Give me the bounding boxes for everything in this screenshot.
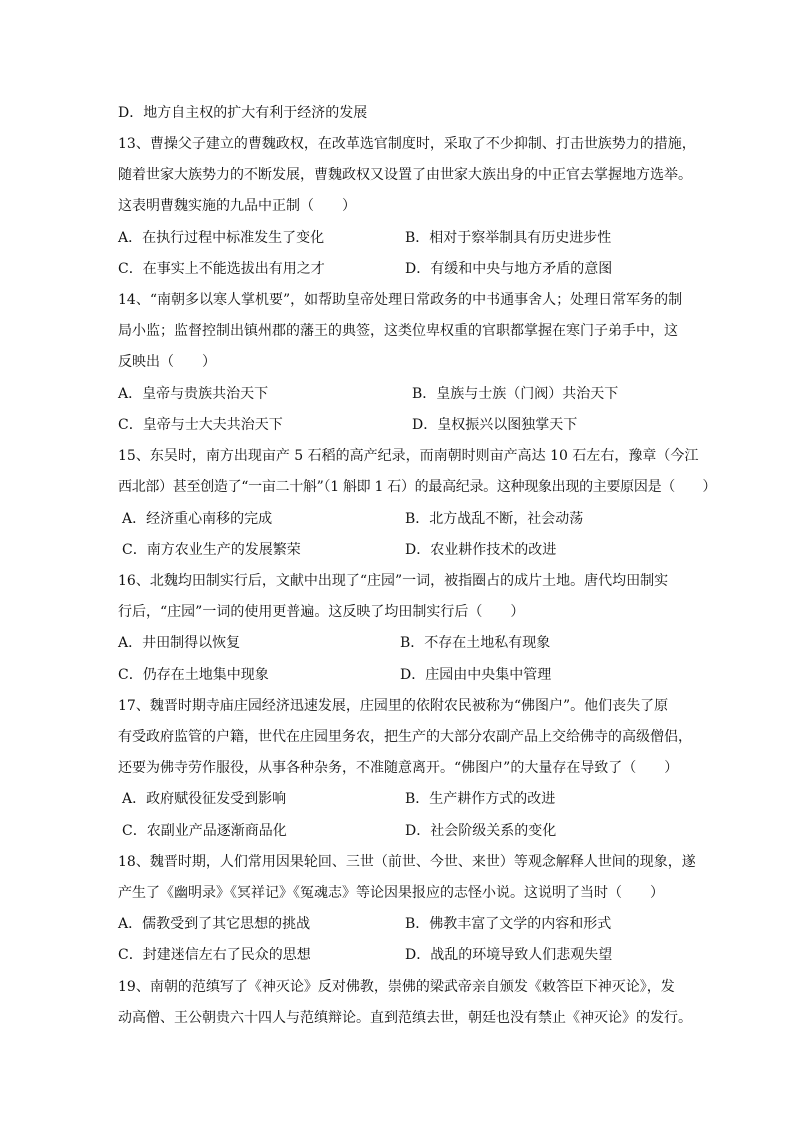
option-15-c: C．南方农业生产的发展繁荣 (122, 542, 301, 558)
option-15-d: D．农业耕作技术的改进 (405, 542, 557, 558)
question-17-line-3: 还要为佛寺劳作服役，从事各种杂务，不准随意离开。“佛图户”的大量存在导致了（ ） (118, 760, 679, 776)
question-17-line-2: 有受政府监管的户籍，世代在庄园里务农，把生产的大部分农副产品上交给佛寺的高级僧侣， (118, 729, 692, 745)
option-13-a: A．在执行过程中标准发生了变化 (118, 230, 325, 246)
option-14-c: C．皇帝与士大夫共治天下 (118, 417, 283, 433)
question-18-line-1: 18、魏晋时期，人们常用因果轮回、三世（前世、今世、来世）等观念解释人世间的现象，遂 (118, 854, 696, 870)
option-16-a: A．井田制得以恢复 (118, 635, 241, 651)
option-18-d: D．战乱的环境导致人们悲观失望 (405, 947, 613, 963)
option-18-b: B．佛教丰富了文学的内容和形式 (405, 916, 612, 932)
question-19-line-1: 19、南朝的范缜写了《神灭论》反对佛教，崇佛的梁武帝亲自颁发《敕答臣下神灭论》，发 (118, 979, 675, 995)
option-18-a: A．儒教受到了其它思想的挑战 (118, 916, 311, 932)
question-16-line-1: 16、北魏均田制实行后，文献中出现了“庄园”一词，被指圈占的成片土地。唐代均田制实 (118, 573, 669, 589)
option-14-d: D．皇权振兴以图独掌天下 (412, 417, 578, 433)
question-13-line-2: 随着世家大族势力的不断发展，曹魏政权又设置了由世家大族出身的中正官去掌握地方选举。 (118, 167, 692, 183)
question-19-line-2: 动高僧、王公朝贵六十四人与范缜辩论。直到范缜去世，朝廷也没有禁止《神灭论》的发行。 (118, 1010, 692, 1026)
option-16-b: B．不存在土地私有现象 (400, 635, 551, 651)
option-18-c: C．封建迷信左右了民众的思想 (118, 947, 311, 963)
option-17-a: A．政府赋役征发受到影响 (122, 791, 287, 807)
option-13-b: B．相对于察举制具有历史进步性 (405, 230, 612, 246)
question-13-line-1: 13、曹操父子建立的曹魏政权，在改革选官制度时，采取了不少抑制、打击世族势力的措施， (118, 136, 696, 152)
option-12-d: D．地方自主权的扩大有利于经济的发展 (118, 105, 368, 121)
option-14-a: A．皇帝与贵族共治天下 (118, 386, 269, 402)
option-17-d: D．社会阶级关系的变化 (405, 823, 557, 839)
question-16-line-2: 行后，“庄园”一词的使用更普遍。这反映了均田制实行后（ ） (118, 604, 525, 620)
option-17-b: B．生产耕作方式的改进 (405, 791, 556, 807)
option-13-c: C．在事实上不能选拔出有用之才 (118, 261, 325, 277)
option-13-d: D．有缓和中央与地方矛盾的意图 (405, 261, 613, 277)
question-18-line-2: 产生了《幽明录》《冥祥记》《冤魂志》等论因果报应的志怪小说。这说明了当时（ ） (118, 885, 664, 901)
question-14-line-1: 14、“南朝多以寒人掌机要”，如帮助皇帝处理日常政务的中书通事舍人；处理日常军务的制 (118, 292, 683, 308)
option-14-b: B．皇族与士族（门阀）共治天下 (412, 386, 619, 402)
option-15-a: A．经济重心南移的完成 (122, 511, 273, 527)
question-14-line-3: 反映出（ ） (118, 354, 216, 370)
question-14-line-2: 局小监；监督控制出镇州郡的藩王的典签，这类位卑权重的官职都掌握在寒门子弟手中，这 (118, 323, 678, 339)
option-16-c: C．仍存在土地集中现象 (118, 667, 269, 683)
question-15-line-2: 西北部）甚至创造了“一亩二十斛”（1 斛即 1 石）的最高纪录。这种现象出现的主要原因是（ ） (118, 479, 717, 495)
option-15-b: B．北方战乱不断，社会动荡 (405, 511, 584, 527)
option-16-d: D．庄园由中央集中管理 (400, 667, 552, 683)
option-17-c: C．农副业产品逐渐商品化 (122, 823, 287, 839)
question-17-line-1: 17、魏晋时期寺庙庄园经济迅速发展，庄园里的依附农民被称为“佛图户”。他们丧失了原 (118, 698, 669, 714)
question-15-line-1: 15、东吴时，南方出现亩产 5 石稻的高产纪录，而南朝时则亩产高达 10 石左右，豫章（今江 (118, 448, 699, 464)
question-13-line-3: 这表明曹魏实施的九品中正制（ ） (118, 198, 356, 214)
